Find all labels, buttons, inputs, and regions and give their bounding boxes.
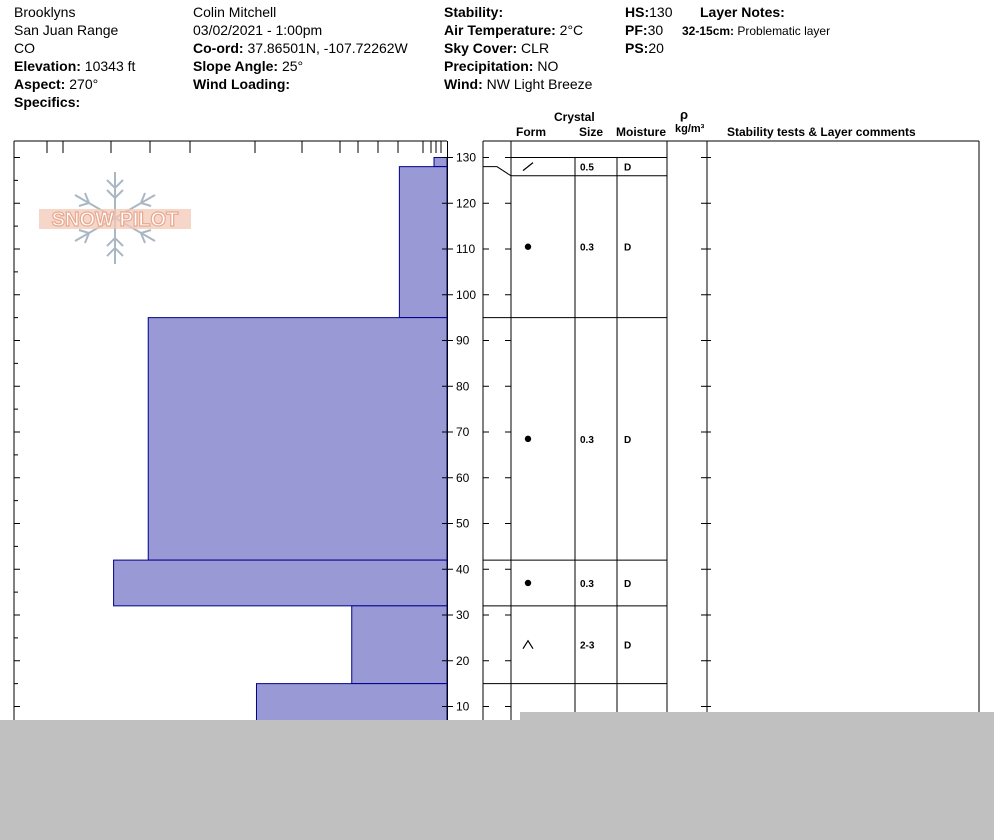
location-name: Brooklyns bbox=[14, 4, 76, 20]
aspect-label: Aspect: bbox=[14, 76, 66, 92]
height-tick-label: 90 bbox=[456, 333, 470, 348]
comments-header: Stability tests & Layer comments bbox=[727, 125, 916, 139]
rounded-grain-icon bbox=[525, 436, 531, 442]
state-name: CO bbox=[14, 40, 35, 56]
hardness-bar bbox=[352, 606, 447, 684]
wind-label: Wind: bbox=[444, 76, 483, 92]
aspect-value: 270° bbox=[69, 76, 99, 92]
pf-label: PF: bbox=[625, 22, 648, 38]
observer-name: Colin Mitchell bbox=[193, 4, 277, 20]
height-tick-label: 30 bbox=[456, 608, 470, 622]
layer-size-text: 0.3 bbox=[580, 434, 594, 446]
precip-value: NO bbox=[537, 58, 559, 74]
range-name: San Juan Range bbox=[14, 22, 119, 38]
hardness-bar bbox=[399, 167, 447, 318]
slope-label: Slope Angle: bbox=[193, 58, 279, 74]
hs-value: 130 bbox=[649, 4, 673, 20]
observation-datetime: 03/02/2021 - 1:00pm bbox=[193, 22, 323, 38]
layer-moisture-text: D bbox=[624, 242, 632, 254]
height-tick-label: 10 bbox=[456, 699, 470, 714]
hardness-bar bbox=[434, 158, 447, 167]
height-tick-label: 60 bbox=[456, 470, 470, 485]
hs-label: HS: bbox=[625, 4, 650, 20]
depth-hoar-icon bbox=[523, 641, 533, 649]
moisture-header: Moisture bbox=[616, 125, 667, 139]
specifics-label: Specifics: bbox=[14, 94, 81, 110]
layer-size-text: 2-3 bbox=[580, 640, 595, 652]
hardness-bar bbox=[148, 318, 447, 560]
height-tick-label: 50 bbox=[456, 516, 470, 531]
height-axis-labels bbox=[456, 151, 476, 714]
air-temp-value: 2°C bbox=[559, 22, 584, 38]
decomposing-grain-icon bbox=[523, 163, 533, 171]
layer-note-text: Problematic layer bbox=[737, 24, 831, 38]
stability-label: Stability: bbox=[444, 4, 504, 20]
pf-value: 30 bbox=[647, 22, 664, 38]
size-header: Size bbox=[579, 125, 604, 139]
hardness-bar bbox=[114, 560, 447, 606]
form-header: Form bbox=[516, 125, 546, 139]
crystal-header: Crystal bbox=[554, 110, 595, 124]
overlay-panel-bottom bbox=[0, 720, 994, 840]
slope-value: 25° bbox=[281, 58, 304, 74]
height-tick-label: 40 bbox=[456, 562, 470, 577]
height-tick-label: 120 bbox=[456, 196, 477, 211]
height-tick-label: 20 bbox=[456, 653, 470, 668]
density-unit-header: kg/m³ bbox=[675, 123, 705, 135]
ps-label: PS: bbox=[625, 40, 649, 56]
elevation-label: Elevation: bbox=[14, 58, 81, 74]
layer-notes-label: Layer Notes: bbox=[700, 4, 785, 20]
hardness-bars bbox=[114, 158, 447, 753]
layer-moisture-text: D bbox=[624, 162, 632, 174]
layer-size-text: 0.3 bbox=[580, 242, 594, 254]
rounded-grain-icon bbox=[525, 244, 531, 250]
layer-connector bbox=[483, 167, 511, 176]
elevation-value: 10343 ft bbox=[84, 58, 136, 74]
layer-moisture-text: D bbox=[624, 434, 632, 446]
layer-size-text: 0.5 bbox=[580, 162, 594, 174]
sky-value: CLR bbox=[521, 40, 550, 56]
ps-value: 20 bbox=[648, 40, 664, 56]
layer-moisture-text: D bbox=[624, 578, 632, 590]
rho-header: ρ bbox=[680, 107, 689, 122]
layer-size-text: 0.3 bbox=[580, 578, 594, 590]
layer-moisture-text: D bbox=[624, 640, 632, 652]
height-tick-label: 80 bbox=[456, 379, 470, 394]
coord-label: Co-ord: bbox=[193, 40, 244, 56]
logo-text: SNOW PILOT bbox=[51, 209, 179, 231]
rounded-grain-icon bbox=[525, 580, 531, 586]
wind-loading-label: Wind Loading: bbox=[193, 76, 291, 92]
height-tick-label: 100 bbox=[456, 287, 477, 302]
height-tick-label: 130 bbox=[456, 150, 477, 165]
air-temp-label: Air Temperature: bbox=[444, 22, 556, 38]
precip-label: Precipitation: bbox=[444, 58, 534, 74]
layer-note-depth: 32-15cm: bbox=[682, 24, 735, 38]
snowpilot-logo bbox=[39, 172, 191, 264]
coord-value: 37.86501N, -107.72262W bbox=[247, 40, 408, 56]
sky-label: Sky Cover: bbox=[444, 40, 518, 56]
height-tick-label: 110 bbox=[456, 242, 476, 256]
height-tick-label: 70 bbox=[456, 425, 470, 439]
hardness-axis-ticks bbox=[14, 141, 441, 153]
wind-value: NW Light Breeze bbox=[486, 76, 593, 92]
